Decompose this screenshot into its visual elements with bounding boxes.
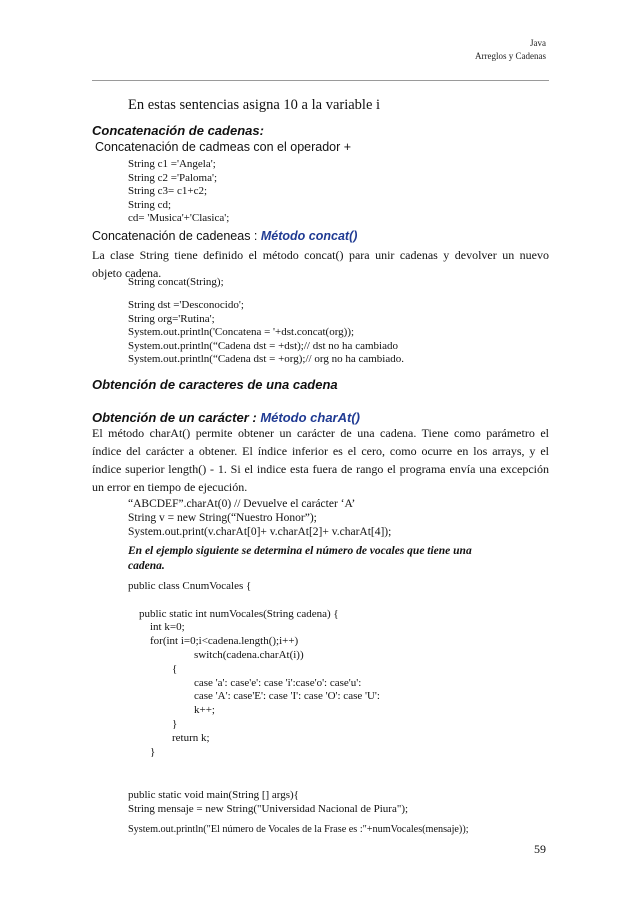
code-line: String org='Rutina'; [128,312,215,325]
code-line: public static void main(String [] args){ [128,789,299,801]
code-line: String mensaje = new String("Universidad Nacional de Piura"); [128,803,409,815]
intro-text: En estas sentencias asigna 10 a la variable i [128,97,381,113]
code-line: return k; [128,731,210,744]
charat-heading [92,410,360,425]
example-note [128,544,472,574]
code-line: System.out.println(“Cadena dst = +org);// org no ha cambiado. [128,353,404,366]
concat-method-name: Método concat() [260,229,358,243]
example-note-line: En el ejemplo siguiente se determina el número de vocales que tiene una [128,545,472,557]
code-line: String cd; [128,198,172,211]
charat-heading-prefix: Obtención de un carácter : [92,410,261,425]
concat-signature: String concat(String); [128,276,224,288]
code-line: String v = new String(“Nuestro Honor”); [128,512,317,524]
paragraph-line: El método charAt() permite obtener un carácter de una cadena. Tiene como parámetro el [92,426,549,440]
concat-method-code-block [128,299,404,367]
code-line: case 'a': case'e': case 'i':case'o': case'u': [128,676,362,689]
concat-method-heading-prefix: Concatenación de cadeneas : [92,229,261,243]
code-line: String dst ='Desconocido'; [128,299,244,311]
code-line: System.out.println(“Cadena dst = +dst);// dst no ha cambiado [128,339,398,352]
header-title: Java [530,38,546,48]
charat-paragraph [92,424,549,496]
code-line: cd= 'Musica'+'Clasica'; [128,212,230,225]
paragraph-line: La clase String tiene definido el método concat() para unir cadenas y devolver un nuevo [92,248,549,262]
code-line: case 'A': case'E': case 'I': case 'O': case 'U': [128,690,380,703]
code-line: int k=0; [128,621,185,634]
code-line: k++; [128,704,215,717]
example-note-line: cadena. [128,560,165,572]
paragraph-line: índice del carácter a obtener. El índice inferior es el cero, como ocurre en los arrays, y el [92,444,549,458]
chars-heading: Obtención de caracteres de una cadena [92,377,338,392]
code-line: for(int i=0;i<cadena.length();i++) [128,635,299,648]
concat-code-block [128,158,229,226]
code-line: switch(cadena.charAt(i)) [128,648,304,661]
code-line: String c1 ='Angela'; [128,158,216,170]
charat-method-name: Método charAt() [260,410,360,425]
code-line: } [128,717,178,730]
header-rule [92,80,549,81]
code-line: “ABCDEF”.charAt(0) // Devuelve el carácter ‘A’ [128,498,356,510]
program-code-block [128,580,380,759]
paragraph-line: un error en tiempo de ejecución. [92,480,248,494]
code-line: String c3= c1+c2; [128,185,208,198]
code-line: public class CnumVocales { [128,580,252,592]
concat-method-heading [92,229,357,243]
code-line: String c2 ='Paloma'; [128,171,217,184]
println-line: System.out.println("El número de Vocales de la Frase es :"+numVocales(mensaje)); [128,824,469,835]
page-number: 59 [534,842,546,856]
main-code-block [128,788,408,816]
paragraph-line: índice superior length() - 1. Si el indice esta fuera de rango el programa envía una excepción [92,462,549,476]
code-line: System.out.println('Concatena = '+dst.concat(org)); [128,326,355,339]
header-subtitle: Arreglos y Cadenas [475,51,546,61]
code-line: { [128,662,178,675]
paragraph-line: objeto cadena. [92,266,162,280]
code-line: public static int numVocales(String cadena) { [128,607,339,620]
charat-code-block [128,497,391,539]
concat-subheading: Concatenación de cadmeas con el operador + [95,140,352,154]
code-line [128,594,380,608]
concat-heading: Concatenación de cadenas: [92,123,264,138]
code-line: System.out.print(v.charAt[0]+ v.charAt[2]+ v.charAt[4]); [128,526,392,538]
code-line: } [128,745,156,758]
